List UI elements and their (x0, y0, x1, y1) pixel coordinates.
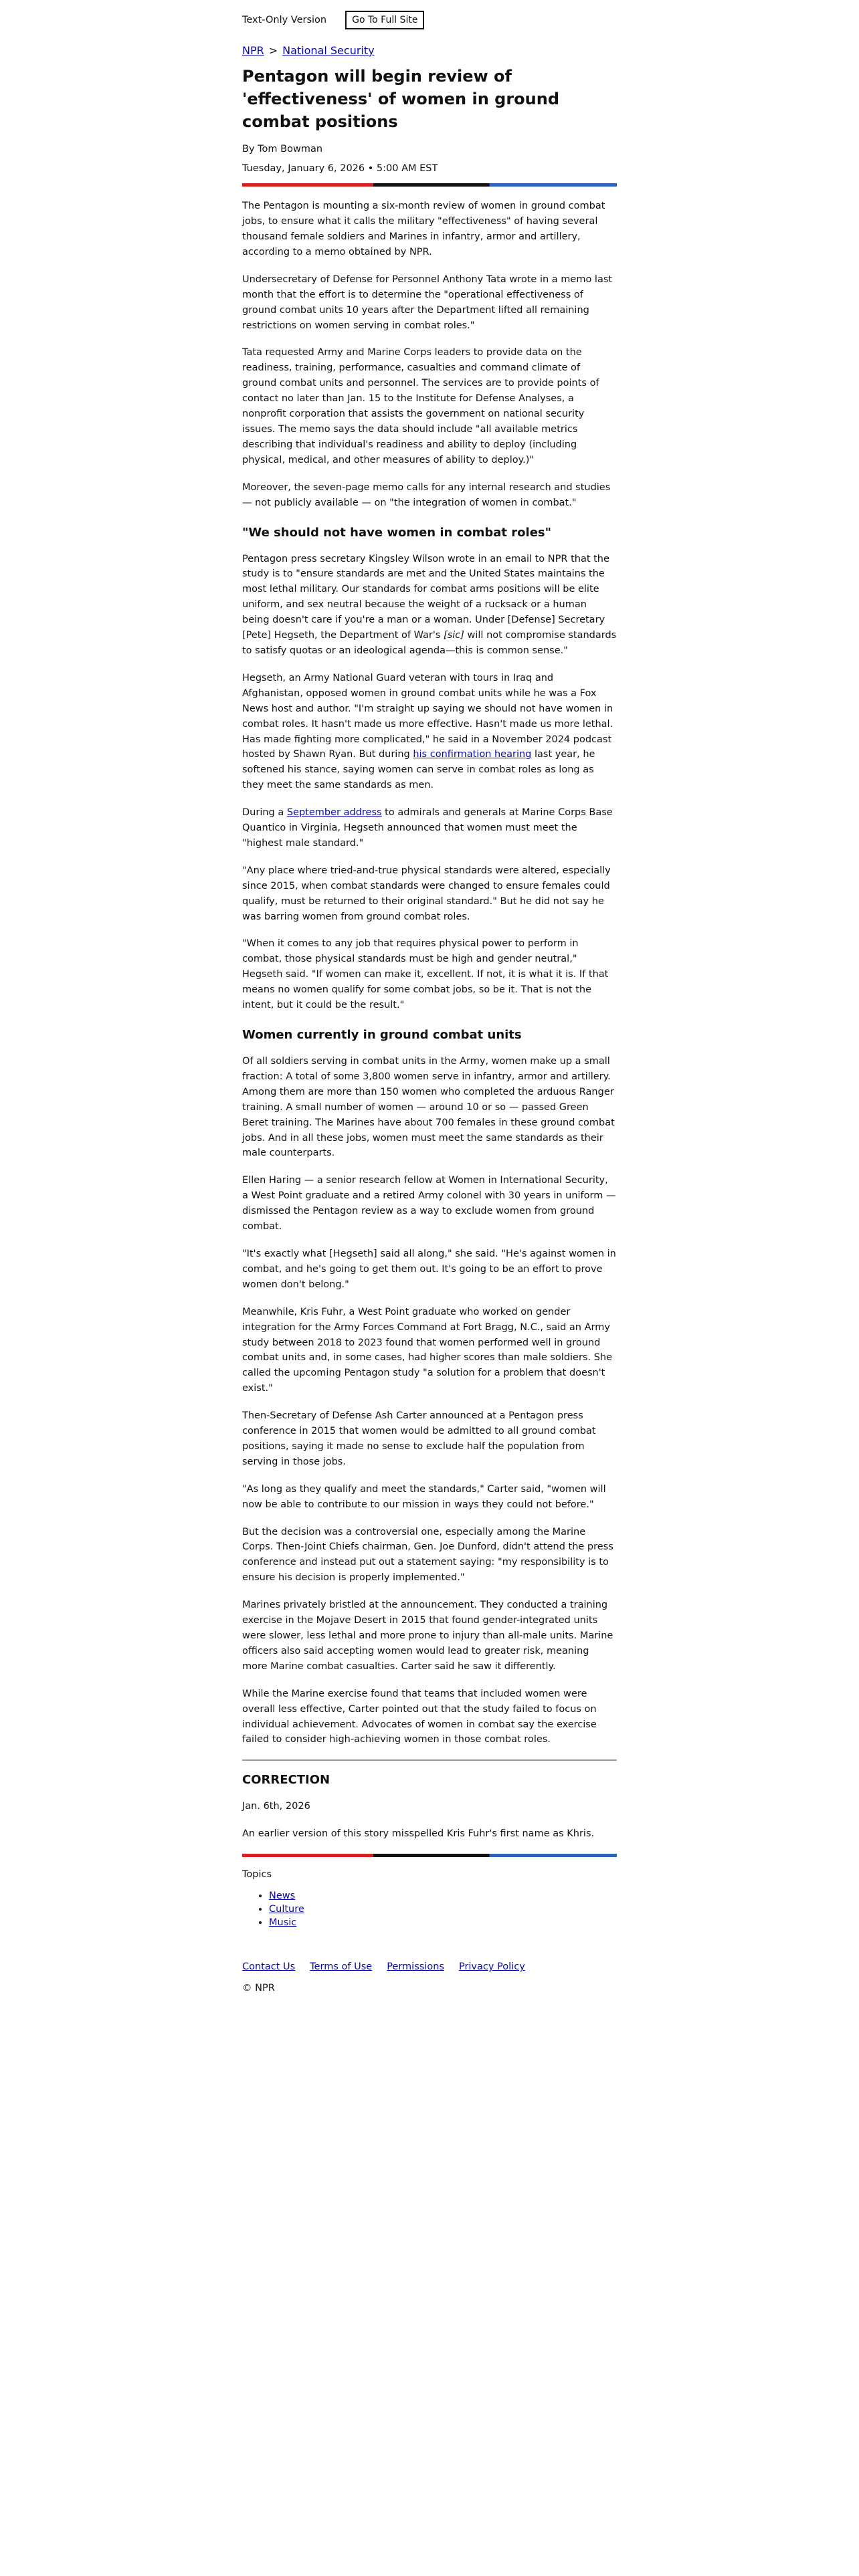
topics-label: Topics (242, 1869, 272, 1881)
footer-links (242, 1961, 617, 1972)
paragraph-text: will not compromise standards to satisfy quotas or an ideological agenda—this is common sense." (242, 630, 617, 656)
topic-link-music[interactable]: Music (269, 1917, 297, 1929)
paragraph (242, 552, 617, 659)
paragraph: Marines privately bristled at the announcement. They conducted a training exercise in the Mojave Desert in 2015 that found gender-integrated units were slower, less lethal and more prone to injury than all-male units. Marine officers also said accepting women would lead to greater risk, meaning more Marine combat casualties. Carter said he saw it differently. (242, 1600, 613, 1672)
top-bar (242, 11, 617, 29)
sic-note: [sic] (444, 630, 464, 641)
correction-text: An earlier version of this story misspelled Kris Fuhr's first name as Khris. (242, 1828, 595, 1840)
paragraph: Then-Secretary of Defense Ash Carter announced at a Pentagon press conference in 2015 that women would be admitted to all ground combat positions, saying it made no sense to exclude half the population from serving in those jobs. (242, 1410, 596, 1467)
topic-link-news[interactable]: News (269, 1891, 296, 1902)
correction-date: Jan. 6th, 2026 (242, 1801, 310, 1812)
correction-box (242, 1773, 617, 1842)
tricolor-rule (242, 1854, 617, 1857)
paragraph: "Any place where tried-and-true physical standards were altered, especially since 2015, when combat standards were changed to ensure females could qualify, must be returned to their original standard." But he did not say he was barring women from ground combat roles. (242, 865, 611, 922)
correction-heading: CORRECTION (242, 1773, 330, 1788)
breadcrumb-home-link[interactable]: NPR (242, 44, 264, 57)
paragraph: Moreover, the seven-page memo calls for any internal research and studies — not publicly available — on "the integration of women in combat." (242, 481, 611, 508)
copyright: © NPR (242, 1983, 275, 1994)
tricolor-rule (242, 183, 617, 187)
breadcrumb (242, 44, 617, 57)
section-heading: Women currently in ground combat units (242, 1028, 522, 1043)
paragraph-text: to admirals and generals at Marine Corps Base Quantico in Virginia, Hegseth announced that women must meet the "highest male standard." (242, 807, 613, 849)
list-item (269, 1916, 617, 1929)
confirmation-hearing-link[interactable]: his confirmation hearing (413, 749, 532, 760)
divider (242, 1759, 617, 1761)
article-body (242, 199, 617, 1747)
topics-list (242, 1889, 617, 1929)
breadcrumb-section-link[interactable]: National Security (282, 44, 375, 57)
byline: By Tom Bowman (242, 144, 323, 155)
topic-link-culture[interactable]: Culture (269, 1904, 304, 1915)
paragraph: Ellen Haring — a senior research fellow at Women in International Security, a West Point graduate and a retired Army colonel with 30 years in uniform — dismissed the Pentagon review as a way to exclude women from ground combat. (242, 1175, 616, 1232)
paragraph-text: During a (242, 807, 287, 819)
paragraph: But the decision was a controversial one, especially among the Marine Corps. Then-Joint Chiefs chairman, Gen. Joe Dunford, didn't attend the press conference and instead put out a statement saying: "my responsibility is to ensure his decision is properly implemented." (242, 1526, 613, 1584)
permissions-link[interactable]: Permissions (387, 1961, 444, 1973)
go-to-full-site-button[interactable]: Go To Full Site (345, 11, 424, 29)
paragraph: Tata requested Army and Marine Corps leaders to provide data on the readiness, training, performance, casualties and command climate of ground combat units and personnel. The services are to provide points of contact no later than Jan. 15 to the Institute for Defense Analyses, a nonprofit corporation that assists the government on national security issues. The memo says the data should include "all available metrics describing that individual's readiness and ability to deploy (including physical, medical, and other measures of ability to deploy.)" (242, 347, 599, 465)
paragraph: Meanwhile, Kris Fuhr, a West Point graduate who worked on gender integration for the Army Forces Command at Fort Bragg, N.C., said an Army study between 2018 to 2023 found that women performed well in ground combat units and, in some cases, had higher scores than male soldiers. She called the upcoming Pentagon study "a solution for a problem that doesn't exist." (242, 1306, 613, 1394)
text-only-label: Text-Only Version (242, 15, 327, 25)
paragraph: While the Marine exercise found that teams that included women were overall less effective, Carter pointed out that the study failed to focus on individual achievement. Advocates of women in combat say the exercise failed to consider high-achieving women in those combat roles. (242, 1688, 597, 1745)
paragraph: Undersecretary of Defense for Personnel Anthony Tata wrote in a memo last month that the effort is to determine the "operational effectiveness of ground combat units 10 years after the Department lifted all remaining restrictions on women serving in combat roles." (242, 274, 613, 331)
paragraph: "It's exactly what [Hegseth] said all along," she said. "He's against women in combat, and he's going to get them out. It's going to be an effort to prove women don't belong." (242, 1248, 616, 1290)
paragraph (242, 671, 617, 793)
september-address-link[interactable]: September address (286, 807, 382, 819)
terms-of-use-link[interactable]: Terms of Use (310, 1961, 373, 1973)
privacy-policy-link[interactable]: Privacy Policy (458, 1961, 525, 1973)
headline: Pentagon will begin review of 'effectiveness' of women in ground combat positions (242, 67, 560, 132)
contact-us-link[interactable]: Contact Us (242, 1961, 296, 1973)
dateline: Tuesday, January 6, 2026 • 5:00 AM EST (242, 163, 438, 175)
list-item (269, 1889, 617, 1903)
paragraph-text: Hegseth, an Army National Guard veteran with tours in Iraq and Afghanistan, opposed women in ground combat units while he was a Fox News host and author. "I'm straight up saying we should not have women in combat roles. It hasn't made us more effective. Hasn't made us more lethal. Has made fighting more complicated," he said in a November 2024 podcast hosted by Shawn Ryan. But during (242, 672, 613, 760)
page (242, 0, 617, 2281)
paragraph: Of all soldiers serving in combat units in the Army, women make up a small fraction: A total of some 3,800 women serve in infantry, armor and artillery. Among them are more than 150 women who completed the arduous Ranger training. A small number of women — around 10 or so — passed Green Beret training. The Marines have about 700 females in these ground combat jobs. And in all these jobs, women must meet the same standards as their male counterparts. (242, 1056, 615, 1159)
paragraph: "As long as they qualify and meet the standards," Carter said, "women will now be able to contribute to our mission in ways they could not before." (242, 1483, 606, 1510)
paragraph-text: last year, he softened his stance, saying women can serve in combat roles as long as they meet the same standards as men. (242, 749, 595, 791)
paragraph (242, 805, 617, 851)
paragraph: "When it comes to any job that requires physical power to perform in combat, those physical standards must be high and gender neutral," Hegseth said. "If women can make it, excellent. If not, it is what it is. If that means no women qualify for some combat jobs, so be it. That is not the intent, but it could be the result." (242, 938, 609, 1011)
list-item (269, 1903, 617, 1916)
paragraph-text: Pentagon press secretary Kingsley Wilson wrote in an email to NPR that the study is to "ensure standards are met and the United States maintains the most lethal military. Our standards for combat arms positions will be elite uniform, and sex neutral because the weight of a rucksack or a human being doesn't care if you're a man or a woman. Under [Defense] Secretary [Pete] Hegseth, the Department of War's (242, 553, 609, 641)
paragraph: The Pentagon is mounting a six-month review of women in ground combat jobs, to ensure what it calls the military "effectiveness" of having several thousand female soldiers and Marines in infantry, armor and artillery, according to a memo obtained by NPR. (242, 201, 605, 257)
breadcrumb-separator: > (268, 44, 278, 57)
section-heading: "We should not have women in combat roles" (242, 525, 552, 540)
